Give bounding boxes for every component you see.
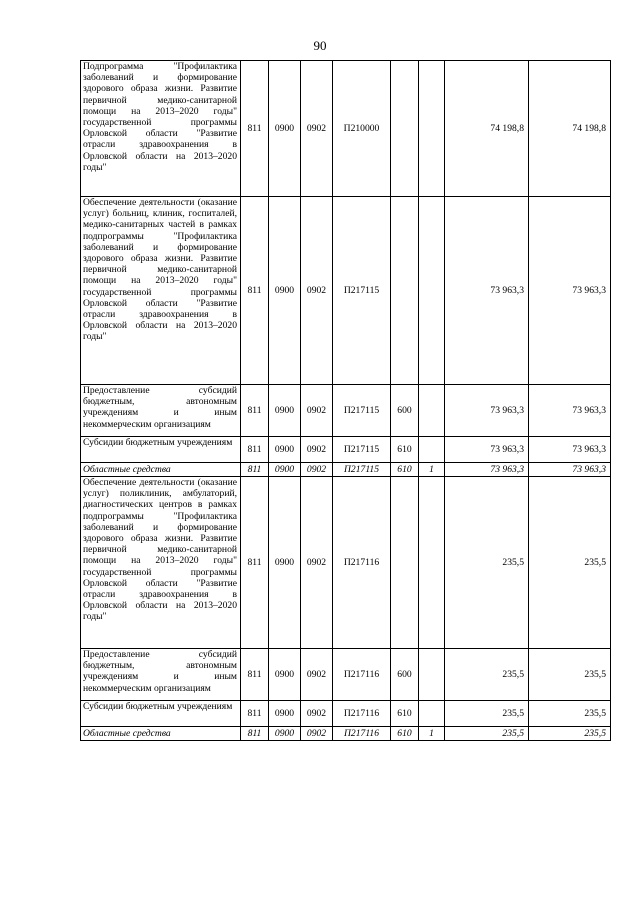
table-row (81, 463, 611, 477)
section-code-cell: 0900 (269, 701, 301, 727)
target-article-cell: П217116 (333, 477, 391, 649)
row-name-cell: Субсидии бюджетным учреждениям (81, 701, 241, 727)
amount-2-cell: 73 963,3 (529, 437, 611, 463)
source-code-cell (419, 61, 445, 197)
expense-type-cell: 600 (391, 385, 419, 437)
source-code-cell (419, 477, 445, 649)
ministry-code-cell: 811 (241, 701, 269, 727)
section-code-cell: 0900 (269, 385, 301, 437)
target-article-cell: П217115 (333, 197, 391, 385)
expense-type-cell (391, 197, 419, 385)
table-body (81, 61, 611, 741)
source-code-cell (419, 649, 445, 701)
amount-1-cell: 235,5 (445, 727, 529, 741)
ministry-code-cell: 811 (241, 61, 269, 197)
expense-type-cell: 600 (391, 649, 419, 701)
amount-2-cell: 235,5 (529, 727, 611, 741)
expense-type-cell (391, 61, 419, 197)
subsection-code-cell: 0902 (301, 197, 333, 385)
section-code-cell: 0900 (269, 477, 301, 649)
amount-1-cell: 235,5 (445, 649, 529, 701)
expense-type-cell: 610 (391, 727, 419, 741)
source-code-cell: 1 (419, 463, 445, 477)
amount-1-cell: 74 198,8 (445, 61, 529, 197)
page-number: 90 (313, 38, 327, 53)
source-code-cell (419, 197, 445, 385)
ministry-code-cell: 811 (241, 649, 269, 701)
amount-2-cell: 73 963,3 (529, 197, 611, 385)
budget-table (80, 60, 611, 741)
section-code-cell: 0900 (269, 61, 301, 197)
target-article-cell: П217115 (333, 385, 391, 437)
target-article-cell: П217115 (333, 437, 391, 463)
row-name-cell: Предоставление субсидий бюджетным, автономным учреждениям и иным некоммерческим организациям (81, 385, 241, 437)
ministry-code-cell: 811 (241, 197, 269, 385)
amount-1-cell: 73 963,3 (445, 437, 529, 463)
row-name-cell: Подпрограмма "Профилактика заболеваний и формирование здорового образа жизни. Развитие первичной медико-санитарной помощи на 2013–2020 годы" государственной программы Орловской области "Развитие отрасли здравоохранения в Орловской области на 2013–2020 годы" (81, 61, 241, 197)
table-row (81, 385, 611, 437)
row-name-cell: Областные средства (81, 727, 241, 741)
subsection-code-cell: 0902 (301, 727, 333, 741)
row-name-cell: Областные средства (81, 463, 241, 477)
amount-2-cell: 73 963,3 (529, 385, 611, 437)
table-row (81, 61, 611, 197)
subsection-code-cell: 0902 (301, 385, 333, 437)
subsection-code-cell: 0902 (301, 477, 333, 649)
row-name-cell: Субсидии бюджетным учреждениям (81, 437, 241, 463)
source-code-cell (419, 437, 445, 463)
target-article-cell: П217116 (333, 727, 391, 741)
section-code-cell: 0900 (269, 727, 301, 741)
ministry-code-cell: 811 (241, 477, 269, 649)
amount-2-cell: 235,5 (529, 701, 611, 727)
table-row (81, 701, 611, 727)
amount-1-cell: 73 963,3 (445, 197, 529, 385)
amount-1-cell: 235,5 (445, 701, 529, 727)
amount-2-cell: 74 198,8 (529, 61, 611, 197)
source-code-cell (419, 385, 445, 437)
expense-type-cell: 610 (391, 701, 419, 727)
table-row (81, 437, 611, 463)
ministry-code-cell: 811 (241, 437, 269, 463)
subsection-code-cell: 0902 (301, 649, 333, 701)
table-row (81, 477, 611, 649)
amount-2-cell: 235,5 (529, 477, 611, 649)
expense-type-cell (391, 477, 419, 649)
target-article-cell: П217115 (333, 463, 391, 477)
source-code-cell: 1 (419, 727, 445, 741)
amount-1-cell: 73 963,3 (445, 385, 529, 437)
ministry-code-cell: 811 (241, 385, 269, 437)
subsection-code-cell: 0902 (301, 437, 333, 463)
ministry-code-cell: 811 (241, 463, 269, 477)
section-code-cell: 0900 (269, 463, 301, 477)
table-row (81, 727, 611, 741)
subsection-code-cell: 0902 (301, 61, 333, 197)
expense-type-cell: 610 (391, 437, 419, 463)
amount-1-cell: 235,5 (445, 477, 529, 649)
target-article-cell: П217116 (333, 701, 391, 727)
target-article-cell: П210000 (333, 61, 391, 197)
table-row (81, 197, 611, 385)
amount-2-cell: 235,5 (529, 649, 611, 701)
section-code-cell: 0900 (269, 649, 301, 701)
section-code-cell: 0900 (269, 197, 301, 385)
table-row (81, 649, 611, 701)
row-name-cell: Обеспечение деятельности (оказание услуг) поликлиник, амбулаторий, диагностических центров в рамках подпрограммы "Профилактика заболеваний и формирование здорового образа жизни. Развитие первичной медико-санитарной помощи на 2013–2020 годы" государственной программы Орловской области "Развитие отрасли здравоохранения в Орловской области на 2013–2020 годы" (81, 477, 241, 649)
row-name-cell: Предоставление субсидий бюджетным, автономным учреждениям и иным некоммерческим организациям (81, 649, 241, 701)
amount-2-cell: 73 963,3 (529, 463, 611, 477)
subsection-code-cell: 0902 (301, 463, 333, 477)
amount-1-cell: 73 963,3 (445, 463, 529, 477)
target-article-cell: П217116 (333, 649, 391, 701)
subsection-code-cell: 0902 (301, 701, 333, 727)
row-name-cell: Обеспечение деятельности (оказание услуг) больниц, клиник, госпиталей, медико-санитарных частей в рамках подпрограммы "Профилактика заболеваний и формирование здорового образа жизни. Развитие первичной медико-санитарной помощи на 2013–2020 годы" государственной программы Орловской области "Развитие отрасли здравоохранения в Орловской области на 2013–2020 годы" (81, 197, 241, 385)
section-code-cell: 0900 (269, 437, 301, 463)
source-code-cell (419, 701, 445, 727)
expense-type-cell: 610 (391, 463, 419, 477)
ministry-code-cell: 811 (241, 727, 269, 741)
